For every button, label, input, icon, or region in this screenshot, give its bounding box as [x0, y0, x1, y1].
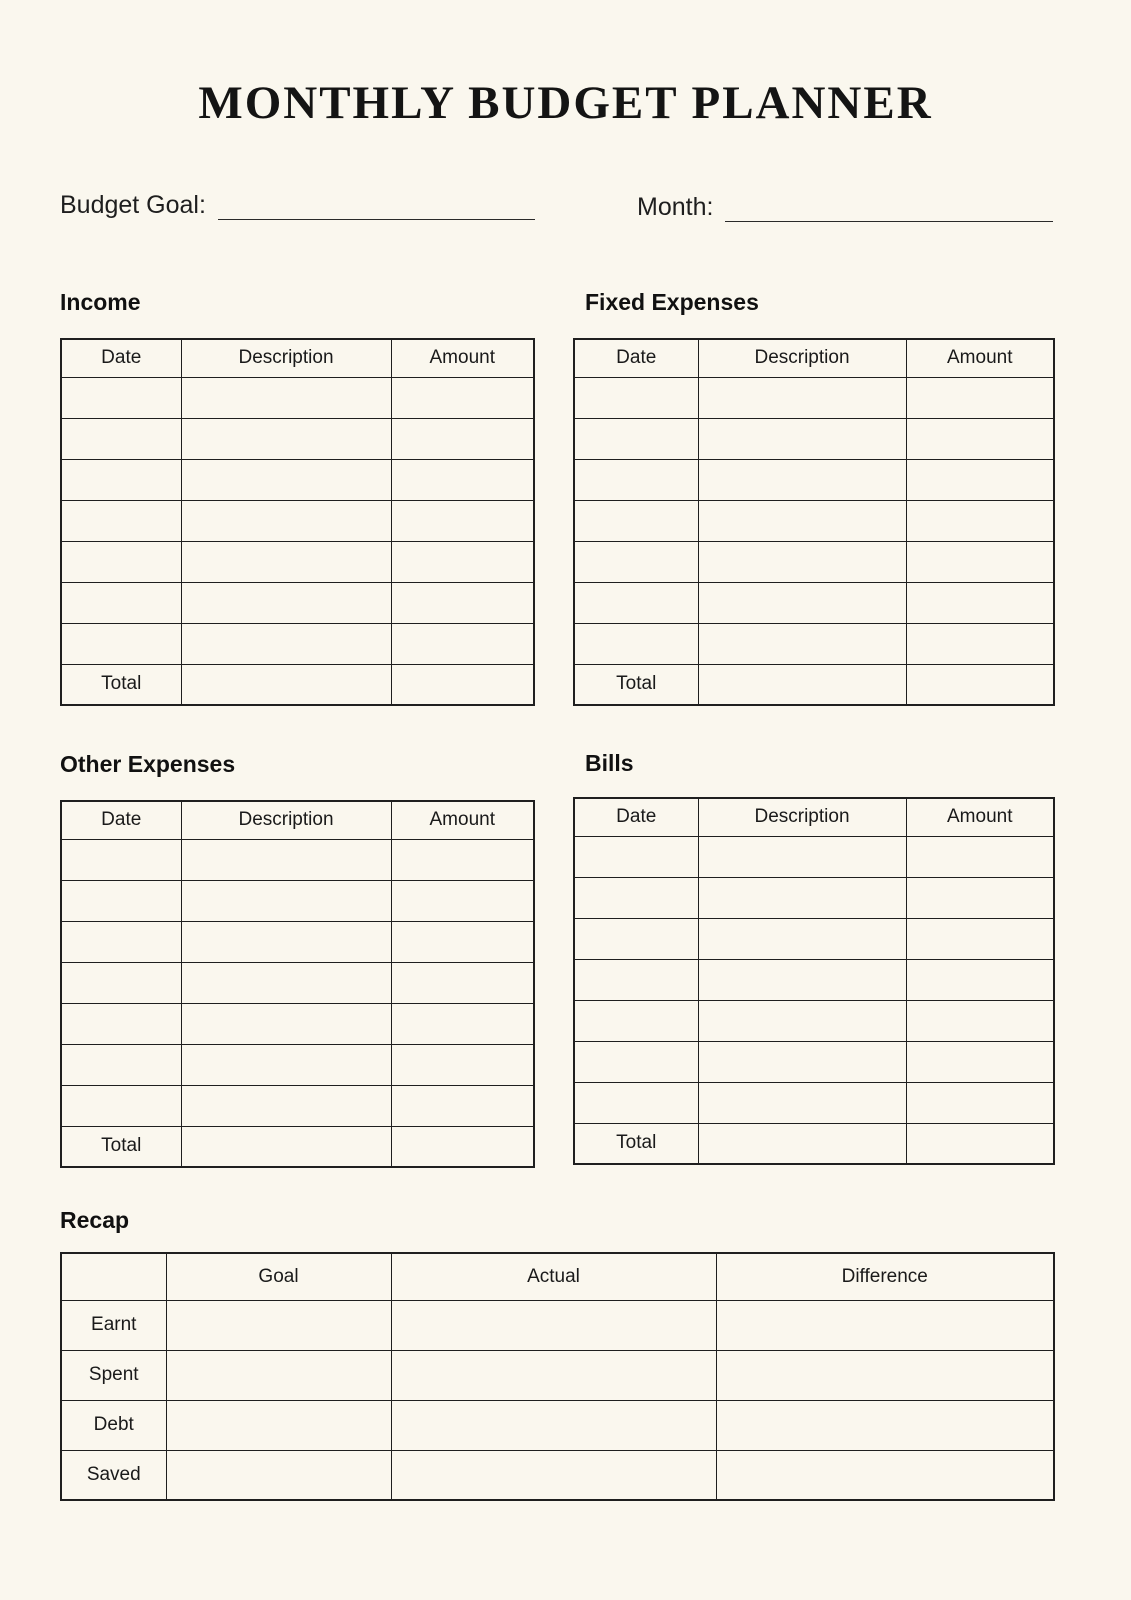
- total-row: [61, 664, 534, 705]
- empty-cell: [61, 623, 181, 664]
- empty-cell: [716, 1450, 1054, 1500]
- empty-cell: [391, 418, 534, 459]
- empty-cell: [391, 962, 534, 1003]
- total-row: [574, 1123, 1054, 1164]
- empty-cell: [906, 918, 1054, 959]
- header-row: [61, 339, 534, 377]
- empty-cell: [181, 541, 391, 582]
- total-label: Total: [61, 1126, 181, 1167]
- empty-cell: [906, 959, 1054, 1000]
- empty-cell: [181, 1085, 391, 1126]
- table-row: [574, 1082, 1054, 1123]
- total-row: [574, 664, 1054, 705]
- income-table: [60, 338, 535, 706]
- empty-cell: [698, 1041, 906, 1082]
- total-row: [61, 1126, 534, 1167]
- empty-cell: [906, 418, 1054, 459]
- empty-cell: [391, 880, 534, 921]
- empty-cell: [698, 836, 906, 877]
- header-row: [574, 339, 1054, 377]
- table-row: [574, 836, 1054, 877]
- empty-cell: [698, 877, 906, 918]
- column-header: [61, 1253, 166, 1300]
- empty-cell: [391, 664, 534, 705]
- table-row: [61, 541, 534, 582]
- row-label: Saved: [61, 1450, 166, 1500]
- empty-cell: [574, 959, 698, 1000]
- empty-cell: [906, 1041, 1054, 1082]
- empty-cell: [391, 500, 534, 541]
- empty-cell: [166, 1300, 391, 1350]
- table-row: [574, 1041, 1054, 1082]
- empty-cell: [391, 921, 534, 962]
- bills-table: [573, 797, 1055, 1165]
- table-row: [574, 623, 1054, 664]
- fixed-expenses-table: [573, 338, 1055, 706]
- empty-cell: [61, 1085, 181, 1126]
- empty-cell: [574, 418, 698, 459]
- empty-cell: [181, 418, 391, 459]
- table-row: [61, 1003, 534, 1044]
- empty-cell: [574, 836, 698, 877]
- empty-cell: [61, 541, 181, 582]
- empty-cell: [61, 1003, 181, 1044]
- budget-goal-blank-line: [218, 216, 535, 220]
- empty-cell: [906, 459, 1054, 500]
- empty-cell: [698, 500, 906, 541]
- empty-cell: [574, 500, 698, 541]
- budget-goal-field: [60, 184, 535, 220]
- empty-cell: [574, 918, 698, 959]
- table-row: [61, 377, 534, 418]
- column-header: Date: [61, 339, 181, 377]
- header-row: [61, 1253, 1054, 1300]
- column-header: Description: [698, 798, 906, 836]
- column-header: Description: [181, 801, 391, 839]
- table-row: [61, 1300, 1054, 1350]
- table-row: [61, 962, 534, 1003]
- empty-cell: [166, 1400, 391, 1450]
- empty-cell: [61, 377, 181, 418]
- empty-cell: [61, 880, 181, 921]
- total-label: Total: [574, 1123, 698, 1164]
- empty-cell: [391, 1350, 716, 1400]
- table-row: [574, 877, 1054, 918]
- column-header: Date: [574, 798, 698, 836]
- empty-cell: [574, 541, 698, 582]
- section-heading-fixed-expenses: Fixed Expenses: [585, 289, 759, 315]
- empty-cell: [181, 839, 391, 880]
- table-row: [61, 1400, 1054, 1450]
- row-label: Debt: [61, 1400, 166, 1450]
- empty-cell: [574, 623, 698, 664]
- table-row: [61, 921, 534, 962]
- empty-cell: [181, 459, 391, 500]
- empty-cell: [391, 377, 534, 418]
- table-row: [574, 377, 1054, 418]
- empty-cell: [61, 921, 181, 962]
- empty-cell: [391, 1126, 534, 1167]
- empty-cell: [166, 1350, 391, 1400]
- empty-cell: [391, 1300, 716, 1350]
- empty-cell: [391, 623, 534, 664]
- column-header: Amount: [906, 339, 1054, 377]
- empty-cell: [698, 377, 906, 418]
- month-field: [637, 186, 1053, 222]
- column-header: Description: [181, 339, 391, 377]
- empty-cell: [391, 1085, 534, 1126]
- empty-cell: [391, 839, 534, 880]
- empty-cell: [181, 921, 391, 962]
- empty-cell: [61, 582, 181, 623]
- column-header: Date: [61, 801, 181, 839]
- table-row: [574, 418, 1054, 459]
- empty-cell: [716, 1350, 1054, 1400]
- empty-cell: [698, 459, 906, 500]
- empty-cell: [574, 1041, 698, 1082]
- column-header: Difference: [716, 1253, 1054, 1300]
- month-blank-line: [725, 218, 1053, 222]
- empty-cell: [181, 582, 391, 623]
- table-row: [574, 500, 1054, 541]
- column-header: Description: [698, 339, 906, 377]
- empty-cell: [181, 1003, 391, 1044]
- empty-cell: [574, 877, 698, 918]
- table-row: [61, 500, 534, 541]
- table-row: [574, 582, 1054, 623]
- table-row: [61, 1085, 534, 1126]
- recap-table: [60, 1252, 1055, 1501]
- empty-cell: [391, 1044, 534, 1085]
- table-row: [61, 623, 534, 664]
- empty-cell: [906, 836, 1054, 877]
- empty-cell: [181, 880, 391, 921]
- empty-cell: [698, 664, 906, 705]
- empty-cell: [391, 459, 534, 500]
- empty-cell: [906, 664, 1054, 705]
- column-header: Actual: [391, 1253, 716, 1300]
- empty-cell: [906, 541, 1054, 582]
- table-row: [61, 839, 534, 880]
- total-label: Total: [574, 664, 698, 705]
- empty-cell: [181, 623, 391, 664]
- empty-cell: [181, 500, 391, 541]
- empty-cell: [574, 1000, 698, 1041]
- empty-cell: [61, 418, 181, 459]
- table-row: [574, 541, 1054, 582]
- column-header: Amount: [391, 801, 534, 839]
- empty-cell: [698, 1000, 906, 1041]
- month-label: Month:: [637, 193, 714, 222]
- row-label: Spent: [61, 1350, 166, 1400]
- empty-cell: [391, 1450, 716, 1500]
- empty-cell: [61, 1044, 181, 1085]
- empty-cell: [574, 1082, 698, 1123]
- empty-cell: [391, 1400, 716, 1450]
- empty-cell: [391, 582, 534, 623]
- empty-cell: [698, 418, 906, 459]
- empty-cell: [906, 1123, 1054, 1164]
- empty-cell: [181, 1044, 391, 1085]
- row-label: Earnt: [61, 1300, 166, 1350]
- header-row: [61, 801, 534, 839]
- empty-cell: [698, 918, 906, 959]
- empty-cell: [906, 1082, 1054, 1123]
- total-label: Total: [61, 664, 181, 705]
- empty-cell: [698, 1123, 906, 1164]
- empty-cell: [391, 1003, 534, 1044]
- empty-cell: [166, 1450, 391, 1500]
- section-heading-bills: Bills: [585, 750, 634, 776]
- section-heading-recap: Recap: [60, 1207, 130, 1233]
- section-heading-income: Income: [60, 289, 141, 315]
- empty-cell: [906, 582, 1054, 623]
- table-row: [574, 1000, 1054, 1041]
- column-header: Amount: [906, 798, 1054, 836]
- empty-cell: [906, 1000, 1054, 1041]
- section-heading-other-expenses: Other Expenses: [60, 751, 236, 777]
- empty-cell: [181, 664, 391, 705]
- empty-cell: [698, 582, 906, 623]
- table-row: [574, 459, 1054, 500]
- table-row: [61, 1450, 1054, 1500]
- table-row: [61, 880, 534, 921]
- table-row: [61, 459, 534, 500]
- empty-cell: [906, 877, 1054, 918]
- table-row: [61, 1350, 1054, 1400]
- column-header: Goal: [166, 1253, 391, 1300]
- empty-cell: [61, 459, 181, 500]
- column-header: Amount: [391, 339, 534, 377]
- empty-cell: [698, 1082, 906, 1123]
- header-row: [574, 798, 1054, 836]
- empty-cell: [698, 959, 906, 1000]
- table-row: [61, 1044, 534, 1085]
- page-title: MONTHLY BUDGET PLANNER: [198, 77, 933, 129]
- empty-cell: [61, 839, 181, 880]
- empty-cell: [698, 623, 906, 664]
- empty-cell: [906, 377, 1054, 418]
- empty-cell: [181, 962, 391, 1003]
- empty-cell: [716, 1300, 1054, 1350]
- other-expenses-table: [60, 800, 535, 1168]
- table-row: [574, 959, 1054, 1000]
- table-row: [574, 918, 1054, 959]
- empty-cell: [716, 1400, 1054, 1450]
- column-header: Date: [574, 339, 698, 377]
- empty-cell: [574, 582, 698, 623]
- empty-cell: [61, 962, 181, 1003]
- budget-goal-label: Budget Goal:: [60, 191, 206, 220]
- empty-cell: [906, 623, 1054, 664]
- table-row: [61, 582, 534, 623]
- empty-cell: [181, 377, 391, 418]
- empty-cell: [698, 541, 906, 582]
- empty-cell: [906, 500, 1054, 541]
- table-row: [61, 418, 534, 459]
- empty-cell: [61, 500, 181, 541]
- empty-cell: [181, 1126, 391, 1167]
- empty-cell: [574, 377, 698, 418]
- empty-cell: [574, 459, 698, 500]
- empty-cell: [391, 541, 534, 582]
